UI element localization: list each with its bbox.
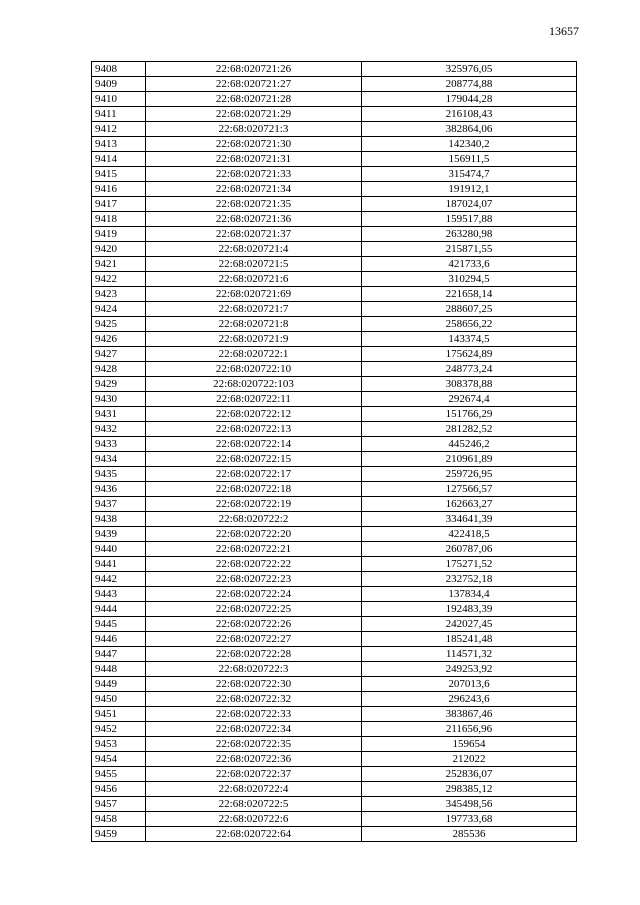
row-number-cell: 9456	[92, 782, 146, 797]
table-row	[92, 512, 577, 527]
cadastral-number-cell: 22:68:020722:36	[146, 752, 362, 767]
cadastral-number-cell: 22:68:020722:15	[146, 452, 362, 467]
cadastral-number-cell: 22:68:020722:5	[146, 797, 362, 812]
row-number-cell: 9439	[92, 527, 146, 542]
table-row	[92, 107, 577, 122]
value-cell: 260787,06	[362, 542, 577, 557]
row-number-cell: 9411	[92, 107, 146, 122]
cadastral-number-cell: 22:68:020722:37	[146, 767, 362, 782]
row-number-cell: 9451	[92, 707, 146, 722]
table-row	[92, 62, 577, 77]
row-number-cell: 9441	[92, 557, 146, 572]
row-number-cell: 9437	[92, 497, 146, 512]
value-cell: 137834,4	[362, 587, 577, 602]
table-row	[92, 827, 577, 842]
cadastral-number-cell: 22:68:020722:12	[146, 407, 362, 422]
cadastral-number-cell: 22:68:020722:13	[146, 422, 362, 437]
table-row	[92, 692, 577, 707]
table-row	[92, 392, 577, 407]
value-cell: 197733,68	[362, 812, 577, 827]
cadastral-number-cell: 22:68:020721:35	[146, 197, 362, 212]
value-cell: 232752,18	[362, 572, 577, 587]
cadastral-number-cell: 22:68:020721:37	[146, 227, 362, 242]
table-row	[92, 752, 577, 767]
table-row	[92, 272, 577, 287]
cadastral-number-cell: 22:68:020722:10	[146, 362, 362, 377]
cadastral-number-cell: 22:68:020722:14	[146, 437, 362, 452]
cadastral-number-cell: 22:68:020721:31	[146, 152, 362, 167]
cadastral-number-cell: 22:68:020721:34	[146, 182, 362, 197]
row-number-cell: 9427	[92, 347, 146, 362]
value-cell: 187024,07	[362, 197, 577, 212]
table-row	[92, 467, 577, 482]
value-cell: 192483,39	[362, 602, 577, 617]
data-table	[91, 61, 577, 842]
cadastral-number-cell: 22:68:020722:1	[146, 347, 362, 362]
row-number-cell: 9436	[92, 482, 146, 497]
table-row	[92, 647, 577, 662]
row-number-cell: 9452	[92, 722, 146, 737]
value-cell: 296243,6	[362, 692, 577, 707]
value-cell: 315474,7	[362, 167, 577, 182]
value-cell: 215871,55	[362, 242, 577, 257]
cadastral-number-cell: 22:68:020722:32	[146, 692, 362, 707]
value-cell: 159517,88	[362, 212, 577, 227]
row-number-cell: 9428	[92, 362, 146, 377]
row-number-cell: 9429	[92, 377, 146, 392]
value-cell: 445246,2	[362, 437, 577, 452]
value-cell: 310294,5	[362, 272, 577, 287]
row-number-cell: 9454	[92, 752, 146, 767]
value-cell: 259726,95	[362, 467, 577, 482]
row-number-cell: 9426	[92, 332, 146, 347]
row-number-cell: 9413	[92, 137, 146, 152]
row-number-cell: 9459	[92, 827, 146, 842]
cadastral-number-cell: 22:68:020722:3	[146, 662, 362, 677]
value-cell: 281282,52	[362, 422, 577, 437]
cadastral-number-cell: 22:68:020722:4	[146, 782, 362, 797]
cadastral-number-cell: 22:68:020722:18	[146, 482, 362, 497]
table-row	[92, 722, 577, 737]
table-row	[92, 602, 577, 617]
row-number-cell: 9416	[92, 182, 146, 197]
value-cell: 288607,25	[362, 302, 577, 317]
value-cell: 221658,14	[362, 287, 577, 302]
table-row	[92, 737, 577, 752]
table-row	[92, 407, 577, 422]
row-number-cell: 9440	[92, 542, 146, 557]
cadastral-number-cell: 22:68:020721:69	[146, 287, 362, 302]
row-number-cell: 9425	[92, 317, 146, 332]
cadastral-number-cell: 22:68:020722:35	[146, 737, 362, 752]
table-row	[92, 182, 577, 197]
table-row	[92, 572, 577, 587]
value-cell: 263280,98	[362, 227, 577, 242]
table-row	[92, 497, 577, 512]
value-cell: 162663,27	[362, 497, 577, 512]
cadastral-number-cell: 22:68:020722:21	[146, 542, 362, 557]
row-number-cell: 9414	[92, 152, 146, 167]
cadastral-number-cell: 22:68:020722:34	[146, 722, 362, 737]
cadastral-number-cell: 22:68:020721:36	[146, 212, 362, 227]
value-cell: 156911,5	[362, 152, 577, 167]
row-number-cell: 9423	[92, 287, 146, 302]
value-cell: 151766,29	[362, 407, 577, 422]
value-cell: 211656,96	[362, 722, 577, 737]
row-number-cell: 9435	[92, 467, 146, 482]
value-cell: 127566,57	[362, 482, 577, 497]
table-row	[92, 152, 577, 167]
table-row	[92, 137, 577, 152]
value-cell: 159654	[362, 737, 577, 752]
row-number-cell: 9434	[92, 452, 146, 467]
cadastral-number-cell: 22:68:020721:5	[146, 257, 362, 272]
value-cell: 208774,88	[362, 77, 577, 92]
row-number-cell: 9457	[92, 797, 146, 812]
row-number-cell: 9431	[92, 407, 146, 422]
value-cell: 114571,32	[362, 647, 577, 662]
row-number-cell: 9449	[92, 677, 146, 692]
value-cell: 191912,1	[362, 182, 577, 197]
row-number-cell: 9419	[92, 227, 146, 242]
table-row	[92, 482, 577, 497]
value-cell: 142340,2	[362, 137, 577, 152]
cadastral-number-cell: 22:68:020721:26	[146, 62, 362, 77]
table-row	[92, 767, 577, 782]
table-body	[92, 62, 577, 842]
row-number-cell: 9417	[92, 197, 146, 212]
table-row	[92, 452, 577, 467]
cadastral-number-cell: 22:68:020722:64	[146, 827, 362, 842]
value-cell: 382864,06	[362, 122, 577, 137]
value-cell: 292674,4	[362, 392, 577, 407]
value-cell: 248773,24	[362, 362, 577, 377]
cadastral-number-cell: 22:68:020722:26	[146, 617, 362, 632]
cadastral-number-cell: 22:68:020722:33	[146, 707, 362, 722]
row-number-cell: 9443	[92, 587, 146, 602]
cadastral-number-cell: 22:68:020721:33	[146, 167, 362, 182]
value-cell: 421733,6	[362, 257, 577, 272]
page-number: 13657	[549, 24, 579, 38]
value-cell: 179044,28	[362, 92, 577, 107]
cadastral-number-cell: 22:68:020722:28	[146, 647, 362, 662]
value-cell: 298385,12	[362, 782, 577, 797]
cadastral-number-cell: 22:68:020721:6	[146, 272, 362, 287]
row-number-cell: 9450	[92, 692, 146, 707]
row-number-cell: 9433	[92, 437, 146, 452]
cadastral-number-cell: 22:68:020722:20	[146, 527, 362, 542]
value-cell: 345498,56	[362, 797, 577, 812]
table-row	[92, 797, 577, 812]
row-number-cell: 9446	[92, 632, 146, 647]
cadastral-number-cell: 22:68:020722:22	[146, 557, 362, 572]
row-number-cell: 9410	[92, 92, 146, 107]
table-row	[92, 632, 577, 647]
value-cell: 325976,05	[362, 62, 577, 77]
row-number-cell: 9438	[92, 512, 146, 527]
row-number-cell: 9453	[92, 737, 146, 752]
table-row	[92, 362, 577, 377]
value-cell: 212022	[362, 752, 577, 767]
table-row	[92, 287, 577, 302]
row-number-cell: 9444	[92, 602, 146, 617]
value-cell: 242027,45	[362, 617, 577, 632]
table-row	[92, 587, 577, 602]
row-number-cell: 9408	[92, 62, 146, 77]
row-number-cell: 9442	[92, 572, 146, 587]
row-number-cell: 9455	[92, 767, 146, 782]
row-number-cell: 9447	[92, 647, 146, 662]
value-cell: 383867,46	[362, 707, 577, 722]
table-row	[92, 227, 577, 242]
table-row	[92, 422, 577, 437]
cadastral-number-cell: 22:68:020721:8	[146, 317, 362, 332]
row-number-cell: 9418	[92, 212, 146, 227]
table-row	[92, 167, 577, 182]
table-row	[92, 242, 577, 257]
table-row	[92, 542, 577, 557]
cadastral-number-cell: 22:68:020722:24	[146, 587, 362, 602]
table-row	[92, 257, 577, 272]
row-number-cell: 9415	[92, 167, 146, 182]
table-row	[92, 92, 577, 107]
table-row	[92, 377, 577, 392]
table-row	[92, 77, 577, 92]
cadastral-number-cell: 22:68:020721:30	[146, 137, 362, 152]
value-cell: 252836,07	[362, 767, 577, 782]
value-cell: 334641,39	[362, 512, 577, 527]
table-row	[92, 122, 577, 137]
cadastral-number-cell: 22:68:020722:103	[146, 377, 362, 392]
value-cell: 175624,89	[362, 347, 577, 362]
table-row	[92, 332, 577, 347]
cadastral-number-cell: 22:68:020721:3	[146, 122, 362, 137]
row-number-cell: 9430	[92, 392, 146, 407]
cadastral-number-cell: 22:68:020722:2	[146, 512, 362, 527]
cadastral-number-cell: 22:68:020722:27	[146, 632, 362, 647]
value-cell: 143374,5	[362, 332, 577, 347]
cadastral-number-cell: 22:68:020721:28	[146, 92, 362, 107]
table-row	[92, 302, 577, 317]
cadastral-number-cell: 22:68:020722:6	[146, 812, 362, 827]
row-number-cell: 9412	[92, 122, 146, 137]
row-number-cell: 9422	[92, 272, 146, 287]
value-cell: 422418,5	[362, 527, 577, 542]
cadastral-number-cell: 22:68:020721:27	[146, 77, 362, 92]
value-cell: 285536	[362, 827, 577, 842]
row-number-cell: 9432	[92, 422, 146, 437]
table-row	[92, 437, 577, 452]
cadastral-number-cell: 22:68:020722:11	[146, 392, 362, 407]
row-number-cell: 9420	[92, 242, 146, 257]
table-row	[92, 782, 577, 797]
table-row	[92, 347, 577, 362]
row-number-cell: 9409	[92, 77, 146, 92]
table-row	[92, 617, 577, 632]
cadastral-number-cell: 22:68:020722:25	[146, 602, 362, 617]
value-cell: 185241,48	[362, 632, 577, 647]
table-row	[92, 662, 577, 677]
row-number-cell: 9424	[92, 302, 146, 317]
cadastral-number-cell: 22:68:020722:19	[146, 497, 362, 512]
table-row	[92, 812, 577, 827]
cadastral-number-cell: 22:68:020722:23	[146, 572, 362, 587]
value-cell: 258656,22	[362, 317, 577, 332]
value-cell: 308378,88	[362, 377, 577, 392]
cadastral-number-cell: 22:68:020721:7	[146, 302, 362, 317]
cadastral-number-cell: 22:68:020722:30	[146, 677, 362, 692]
cadastral-number-cell: 22:68:020721:29	[146, 107, 362, 122]
row-number-cell: 9445	[92, 617, 146, 632]
table-row	[92, 677, 577, 692]
cadastral-number-cell: 22:68:020722:17	[146, 467, 362, 482]
value-cell: 207013,6	[362, 677, 577, 692]
table-row	[92, 707, 577, 722]
table-row	[92, 212, 577, 227]
value-cell: 249253,92	[362, 662, 577, 677]
table-row	[92, 197, 577, 212]
row-number-cell: 9421	[92, 257, 146, 272]
row-number-cell: 9458	[92, 812, 146, 827]
row-number-cell: 9448	[92, 662, 146, 677]
table-row	[92, 317, 577, 332]
cadastral-number-cell: 22:68:020721:9	[146, 332, 362, 347]
table-row	[92, 527, 577, 542]
value-cell: 175271,52	[362, 557, 577, 572]
table-row	[92, 557, 577, 572]
cadastral-number-cell: 22:68:020721:4	[146, 242, 362, 257]
value-cell: 210961,89	[362, 452, 577, 467]
value-cell: 216108,43	[362, 107, 577, 122]
